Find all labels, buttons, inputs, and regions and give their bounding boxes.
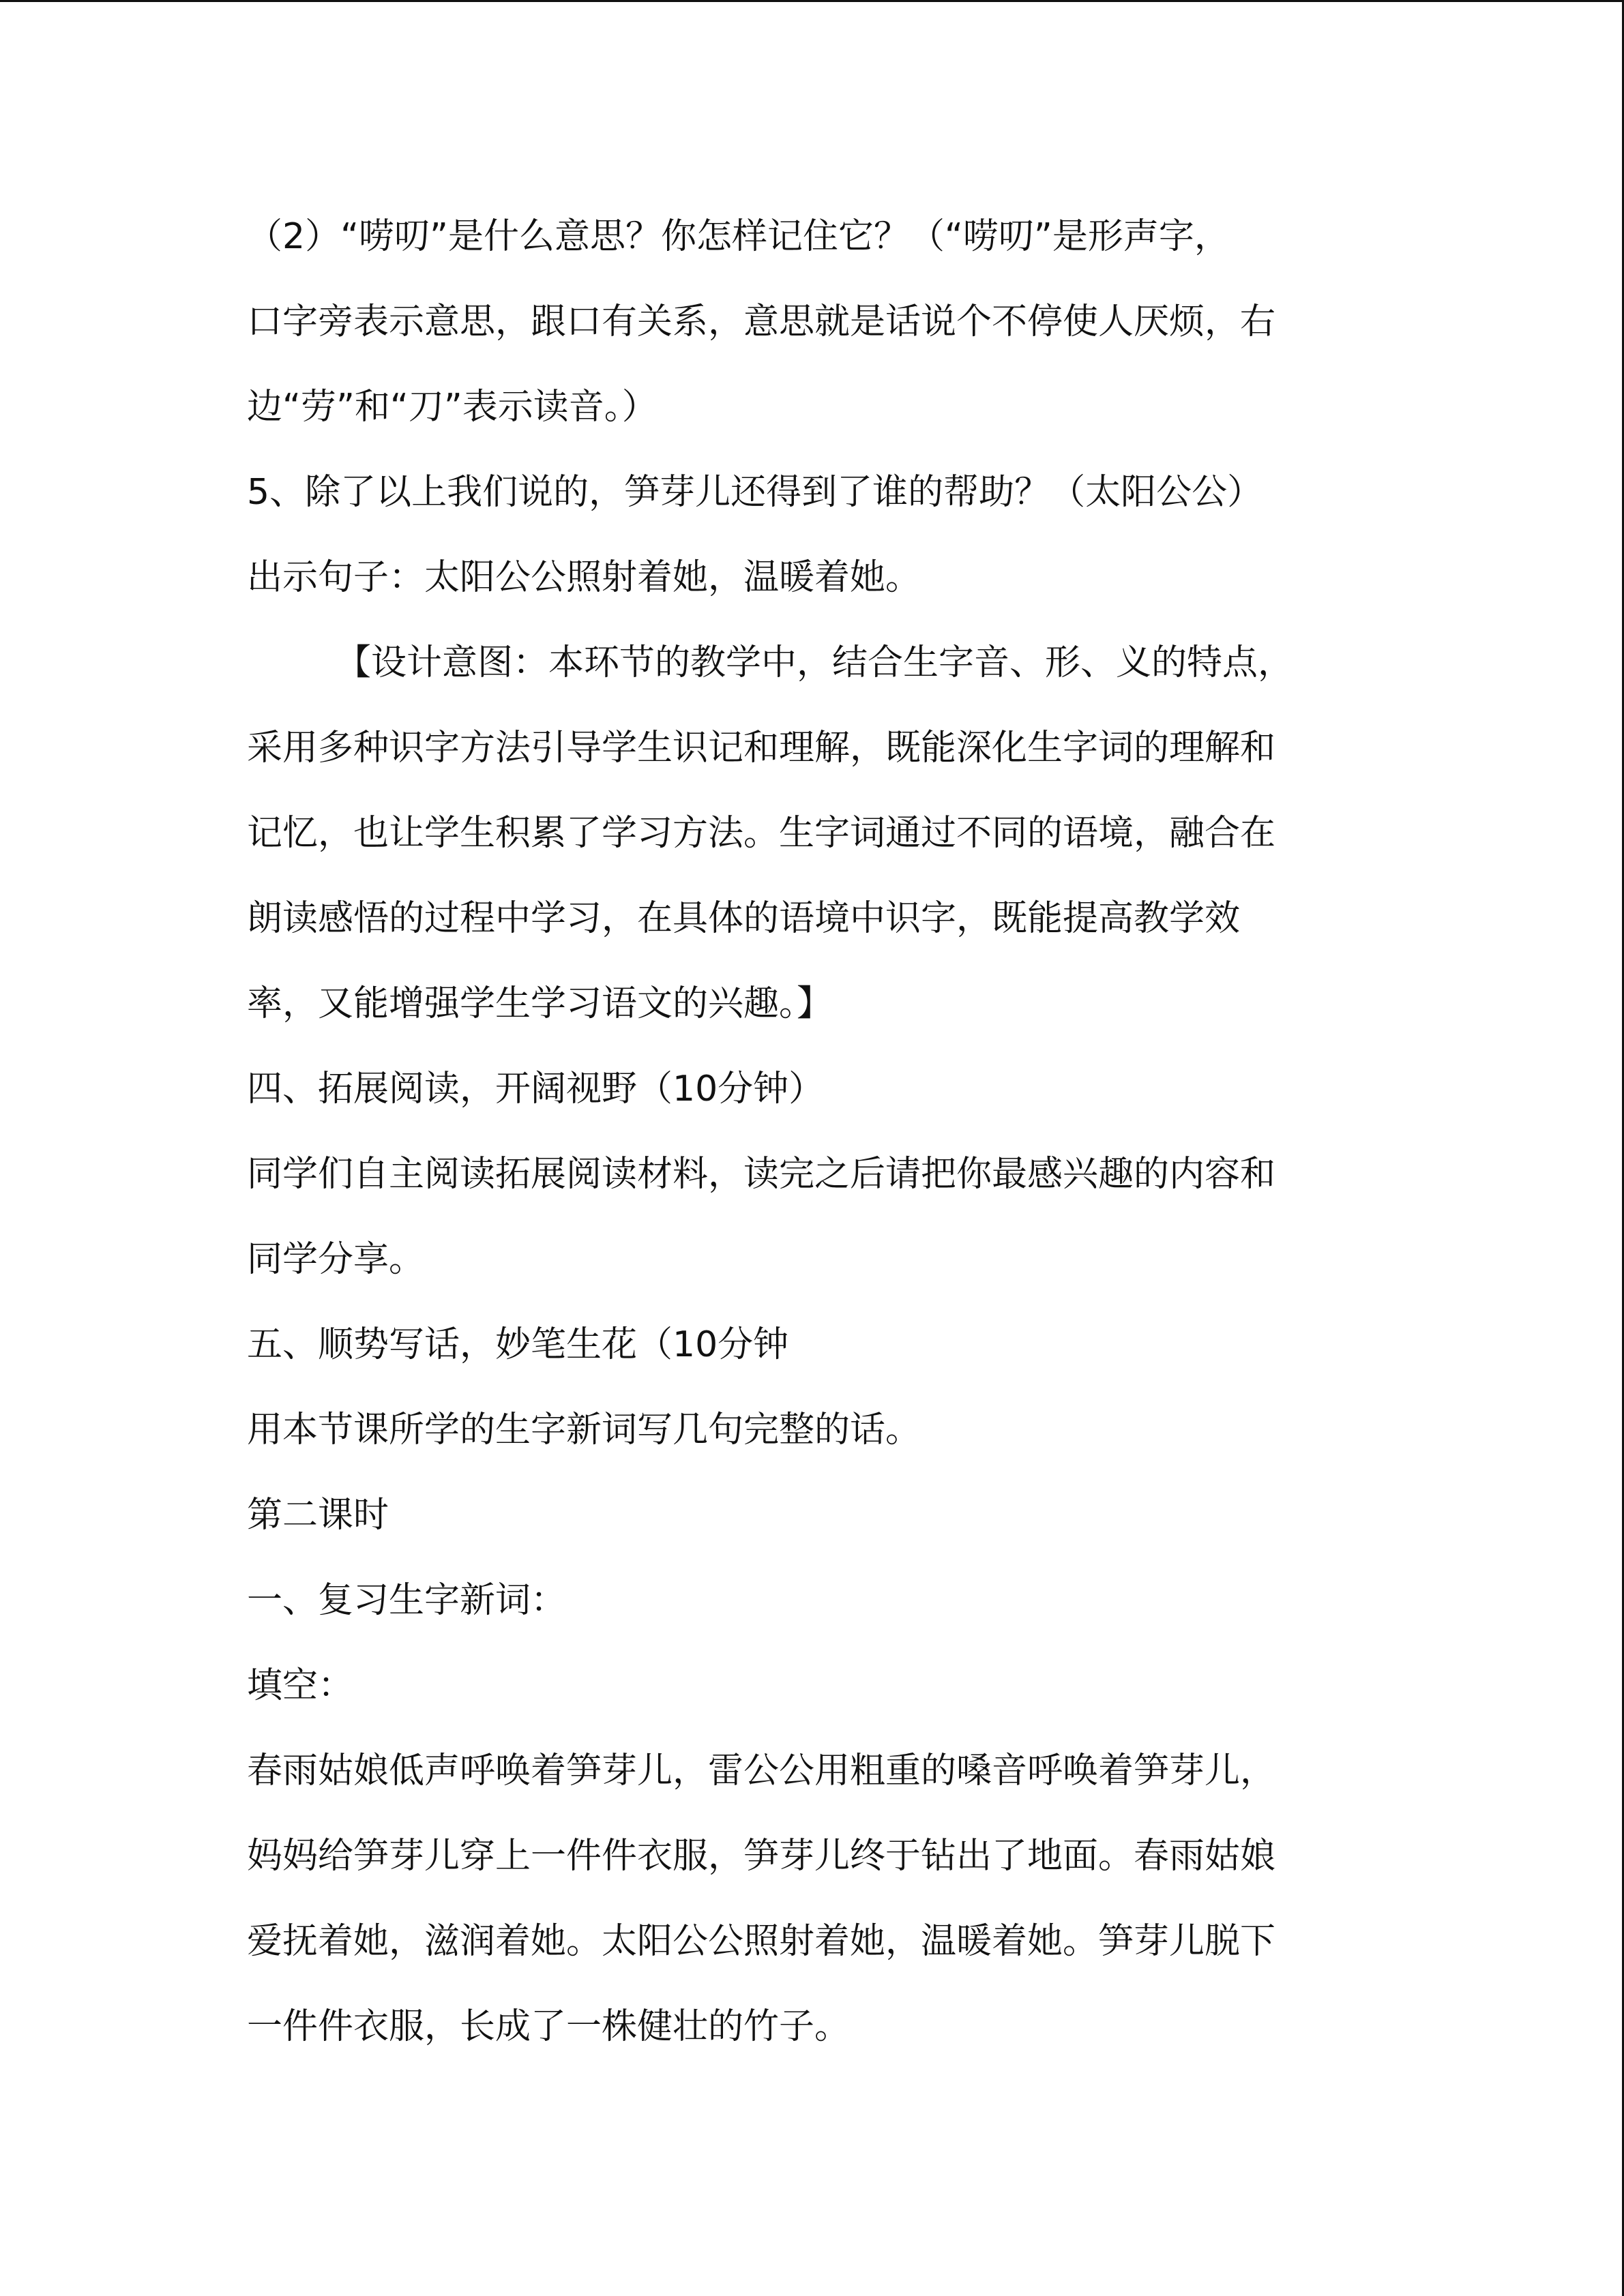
text-line: 填空： xyxy=(247,1665,354,1706)
text-line: 朗读感悟的过程中学习，在具体的语境中识字，既能提高教学效 xyxy=(247,898,1241,939)
text-line: 出示句子：太阳公公照射着她，温暖着她。 xyxy=(247,557,921,598)
section-heading: 一、复习生字新词： xyxy=(247,1580,567,1621)
design-intent-start: 【设计意图：本环节的教学中，结合生字音、形、义的特点， xyxy=(336,642,1294,683)
text-line: 5、除了以上我们说的，笋芽儿还得到了谁的帮助？（太阳公公） xyxy=(247,472,1263,513)
text-line: 率，又能增强学生学习语文的兴趣。】 xyxy=(247,983,833,1024)
section-heading: 五、顺势写话，妙笔生花（10分钟 xyxy=(247,1324,789,1365)
text-line: 边“劳”和“刀”表示读音。） xyxy=(247,387,658,428)
text-line: 爱抚着她，滋润着她。太阳公公照射着她，温暖着她。笋芽儿脱下 xyxy=(247,1921,1276,1962)
text-line: 春雨姑娘低声呼唤着笋芽儿，雷公公用粗重的嗓音呼唤着笋芽儿， xyxy=(247,1750,1276,1791)
lesson-heading: 第二课时 xyxy=(247,1495,389,1536)
text-line: （2）“唠叨”是什么意思？你怎样记住它？（“唠叨”是形声字， xyxy=(247,216,1230,257)
text-line: 口字旁表示意思，跟口有关系，意思就是话说个不停使人厌烦，右 xyxy=(247,301,1276,342)
text-line: 同学分享。 xyxy=(247,1239,425,1280)
text-line: 用本节课所学的生字新词写几句完整的话。 xyxy=(247,1410,921,1450)
text-line: 妈妈给笋芽儿穿上一件件衣服，笋芽儿终于钻出了地面。春雨姑娘 xyxy=(247,1836,1276,1877)
section-heading: 四、拓展阅读，开阔视野（10分钟） xyxy=(247,1069,825,1109)
text-line: 采用多种识字方法引导学生识记和理解，既能深化生字词的理解和 xyxy=(247,728,1276,769)
text-line: 同学们自主阅读拓展阅读材料，读完之后请把你最感兴趣的内容和 xyxy=(247,1154,1276,1195)
text-line: 记忆，也让学生积累了学习方法。生字词通过不同的语境，融合在 xyxy=(247,813,1276,854)
text-line: 一件件衣服，长成了一株健壮的竹子。 xyxy=(247,2006,851,2047)
